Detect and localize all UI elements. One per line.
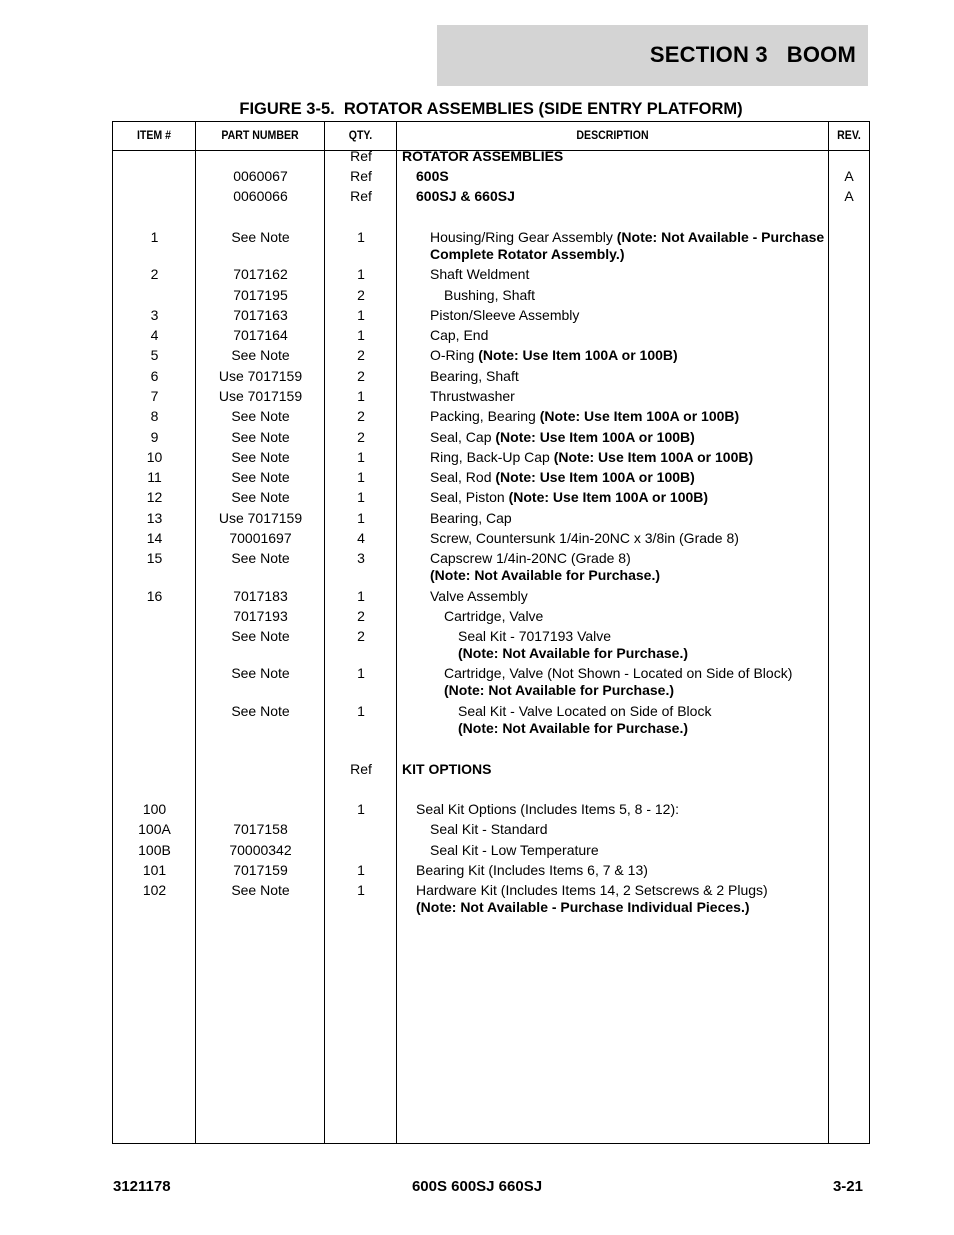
- item-number: 1: [150, 229, 159, 245]
- description: [402, 449, 860, 466]
- part-number: Use 7017159: [218, 388, 303, 404]
- description-note: KIT OPTIONS: [402, 761, 492, 777]
- description-text: Bushing, Shaft: [444, 287, 536, 303]
- description-text: Thrustwasher: [430, 388, 515, 404]
- description-text: Ring, Back-Up Cap: [430, 449, 554, 465]
- description: [402, 608, 874, 625]
- quantity: 1: [357, 307, 365, 323]
- description-note: 600S: [416, 168, 449, 184]
- description-text: O-Ring: [430, 347, 479, 363]
- revision: A: [844, 188, 854, 204]
- item-number: 4: [150, 327, 159, 343]
- description-line: [416, 899, 846, 916]
- quantity: 3: [357, 550, 365, 566]
- description-text: Shaft Weldment: [430, 266, 530, 282]
- part-number: See Note: [231, 449, 290, 465]
- description-note: (Note: Not Available for Purchase.): [430, 567, 661, 583]
- quantity: 2: [357, 628, 365, 644]
- description-note: (Note: Use Item 100A or 100B): [539, 408, 740, 424]
- description-text: Valve Assembly: [430, 588, 528, 604]
- description-text: Seal, Piston: [430, 489, 509, 505]
- description-line: [430, 307, 860, 324]
- description-line: [458, 628, 888, 645]
- quantity: Ref: [350, 188, 372, 204]
- part-number: See Note: [231, 489, 290, 505]
- description-line: [430, 368, 860, 385]
- quantity: 1: [357, 266, 365, 282]
- description-line: [402, 761, 832, 778]
- description-note: (Note: Use Item 100A or 100B): [495, 469, 695, 485]
- description-line: [430, 408, 860, 425]
- description-note: ROTATOR ASSEMBLIES: [402, 148, 564, 164]
- column-header-part-number: PART NUMBER: [221, 128, 299, 142]
- description-line: [430, 821, 860, 838]
- revision: A: [844, 168, 854, 184]
- description-line: [416, 882, 846, 899]
- part-number: 0060066: [233, 188, 288, 204]
- description: [402, 327, 860, 344]
- part-number: See Note: [231, 550, 290, 566]
- description-line: [430, 489, 860, 506]
- description-line: [430, 388, 860, 405]
- item-number: 100B: [138, 842, 171, 858]
- description-line: [430, 229, 860, 246]
- quantity: Ref: [350, 168, 372, 184]
- description: [402, 148, 832, 165]
- part-number: See Note: [231, 429, 290, 445]
- quantity: 1: [357, 862, 365, 878]
- description-text: Seal Kit Options (Includes Items 5, 8 - 12):: [416, 801, 680, 817]
- part-number: See Note: [231, 229, 290, 245]
- quantity: 1: [357, 327, 365, 343]
- item-number: 11: [147, 469, 162, 485]
- quantity: 2: [357, 287, 365, 303]
- part-number: See Note: [231, 469, 290, 485]
- quantity: 1: [357, 489, 365, 505]
- description-text: Seal Kit - Standard: [430, 821, 548, 837]
- description: [402, 168, 846, 185]
- description: [402, 388, 860, 405]
- description-line: [458, 703, 888, 720]
- section-title: SECTION 3 BOOM: [649, 42, 856, 67]
- part-number: 70000342: [229, 842, 292, 858]
- description-text: Seal Kit - Valve Located on Side of Block: [458, 703, 712, 719]
- description: [402, 530, 860, 547]
- description-line: [430, 530, 860, 547]
- description-line: [416, 168, 846, 185]
- quantity: 2: [357, 429, 365, 445]
- description: [402, 882, 846, 916]
- quantity: 1: [357, 469, 365, 485]
- description: [402, 287, 874, 304]
- quantity: 1: [357, 801, 365, 817]
- part-number: Use 7017159: [218, 510, 303, 526]
- description-text: Hardware Kit (Includes Items 14, 2 Setscrews & 2 Plugs): [416, 882, 768, 898]
- quantity: 1: [357, 229, 365, 245]
- part-number: 70001697: [229, 530, 292, 546]
- footer-model: 600S 600SJ 660SJ: [411, 1178, 543, 1195]
- description-line: [416, 862, 846, 879]
- description: [402, 628, 888, 662]
- section-banner: [437, 25, 868, 86]
- part-number: Use 7017159: [218, 368, 303, 384]
- description-text: Cartridge, Valve: [444, 608, 544, 624]
- description-text: Housing/Ring Gear Assembly: [430, 229, 617, 245]
- description-line: [458, 720, 888, 737]
- quantity: 1: [357, 665, 365, 681]
- item-number: 100: [142, 801, 167, 817]
- item-number: 13: [146, 510, 163, 526]
- description: [402, 188, 846, 205]
- description-note: 600SJ & 660SJ: [416, 188, 515, 204]
- description: [402, 801, 846, 818]
- quantity: 2: [357, 608, 365, 624]
- description-line: [430, 510, 860, 527]
- quantity: 1: [357, 388, 365, 404]
- description-line: [416, 188, 846, 205]
- part-number: 7017183: [233, 588, 288, 604]
- quantity: 4: [357, 530, 365, 546]
- part-number: See Note: [231, 347, 290, 363]
- description-line: [430, 842, 860, 859]
- description-note: (Note: Use Item 100A or 100B): [553, 449, 754, 465]
- quantity: 2: [357, 368, 365, 384]
- description: [402, 665, 874, 699]
- description: [402, 821, 860, 838]
- quantity: Ref: [350, 148, 372, 164]
- description-note: (Note: Not Available for Purchase.): [458, 645, 689, 661]
- part-number: See Note: [231, 703, 290, 719]
- description: [402, 429, 860, 446]
- footer-doc-number: 3121178: [113, 1178, 171, 1195]
- description: [402, 510, 860, 527]
- description-line: [430, 469, 860, 486]
- item-number: 8: [150, 408, 159, 424]
- quantity: 1: [357, 882, 365, 898]
- description-text: Seal Kit - 7017193 Valve: [458, 628, 612, 644]
- description: [402, 266, 860, 283]
- description: [402, 229, 860, 263]
- part-number: 7017162: [233, 266, 288, 282]
- item-number: 9: [150, 429, 159, 445]
- item-number: 5: [150, 347, 159, 363]
- description-text: Seal, Rod: [430, 469, 496, 485]
- parts-table: [112, 121, 870, 1144]
- part-number: See Note: [231, 408, 290, 424]
- description-line: [430, 588, 860, 605]
- column-header-rev: REV.: [837, 128, 861, 142]
- description-text: Seal Kit - Low Temperature: [430, 842, 599, 858]
- description: [402, 842, 860, 859]
- description: [402, 408, 860, 425]
- description-text: Cap, End: [430, 327, 489, 343]
- footer-page-number: 3-21: [832, 1178, 863, 1195]
- description-note: (Note: Not Available - Purchase: [616, 229, 825, 245]
- item-number: 101: [142, 862, 167, 878]
- description-line: [430, 449, 860, 466]
- part-number: 7017158: [233, 821, 288, 837]
- column-header-item: ITEM #: [136, 128, 172, 142]
- part-number: 0060067: [233, 168, 288, 184]
- description-line: [458, 645, 888, 662]
- item-number: 6: [150, 368, 159, 384]
- description-text: Screw, Countersunk 1/4in-20NC x 3/8in (Grade 8): [430, 530, 739, 546]
- quantity: 1: [357, 510, 365, 526]
- item-number: 3: [150, 307, 159, 323]
- description-line: [444, 287, 874, 304]
- part-number: 7017159: [233, 862, 288, 878]
- description-text: Packing, Bearing: [430, 408, 540, 424]
- description-text: Piston/Sleeve Assembly: [430, 307, 580, 323]
- description: [402, 347, 860, 364]
- description-note: (Note: Not Available - Purchase Individual Pieces.): [416, 899, 750, 915]
- description-line: [430, 347, 860, 364]
- description-note: (Note: Not Available for Purchase.): [458, 720, 689, 736]
- part-number: See Note: [231, 628, 290, 644]
- description: [402, 761, 832, 778]
- description: [402, 588, 860, 605]
- description-text: Capscrew 1/4in-20NC (Grade 8): [430, 550, 631, 566]
- quantity: 1: [357, 588, 365, 604]
- description: [402, 368, 860, 385]
- description-line: [430, 246, 860, 263]
- description-note: Complete Rotator Assembly.): [430, 246, 625, 262]
- item-number: 14: [146, 530, 163, 546]
- part-number: See Note: [231, 665, 290, 681]
- description: [402, 469, 860, 486]
- description-line: [430, 567, 860, 584]
- quantity: Ref: [350, 761, 372, 777]
- quantity: 1: [357, 703, 365, 719]
- quantity: 2: [357, 347, 365, 363]
- description-text: Seal, Cap: [430, 429, 496, 445]
- quantity: 1: [357, 449, 365, 465]
- description: [402, 307, 860, 324]
- figure-title: FIGURE 3-5. ROTATOR ASSEMBLIES (SIDE ENTRY PLATFORM): [239, 100, 743, 118]
- description-line: [402, 148, 832, 165]
- part-number: 7017164: [233, 327, 288, 343]
- description: [402, 862, 846, 879]
- item-number: 2: [150, 266, 159, 282]
- column-header-qty: QTY.: [348, 128, 373, 142]
- description-note: (Note: Use Item 100A or 100B): [478, 347, 678, 363]
- description: [402, 550, 860, 584]
- item-number: 100A: [138, 821, 171, 837]
- description-line: [444, 682, 874, 699]
- part-number: 7017193: [233, 608, 288, 624]
- description-line: [444, 608, 874, 625]
- description-note: (Note: Use Item 100A or 100B): [495, 429, 695, 445]
- description-text: Cartridge, Valve (Not Shown - Located on Side of Block): [444, 665, 793, 681]
- description-line: [430, 429, 860, 446]
- item-number: 7: [150, 388, 159, 404]
- description-text: Bearing, Shaft: [430, 368, 519, 384]
- description-line: [430, 550, 860, 567]
- column-header-description: DESCRIPTION: [576, 128, 649, 142]
- description: [402, 489, 860, 506]
- item-number: 12: [146, 489, 163, 505]
- item-number: 10: [146, 449, 163, 465]
- description-note: (Note: Not Available for Purchase.): [444, 682, 675, 698]
- part-number: See Note: [231, 882, 290, 898]
- description: [402, 703, 888, 737]
- item-number: 102: [142, 882, 167, 898]
- item-number: 16: [146, 588, 163, 604]
- part-number: 7017195: [233, 287, 288, 303]
- description-text: Bearing, Cap: [430, 510, 512, 526]
- description-line: [430, 266, 860, 283]
- description-line: [430, 327, 860, 344]
- description-line: [444, 665, 874, 682]
- description-line: [416, 801, 846, 818]
- description-note: (Note: Use Item 100A or 100B): [508, 489, 709, 505]
- part-number: 7017163: [233, 307, 288, 323]
- quantity: 2: [357, 408, 365, 424]
- item-number: 15: [146, 550, 163, 566]
- description-text: Bearing Kit (Includes Items 6, 7 & 13): [416, 862, 648, 878]
